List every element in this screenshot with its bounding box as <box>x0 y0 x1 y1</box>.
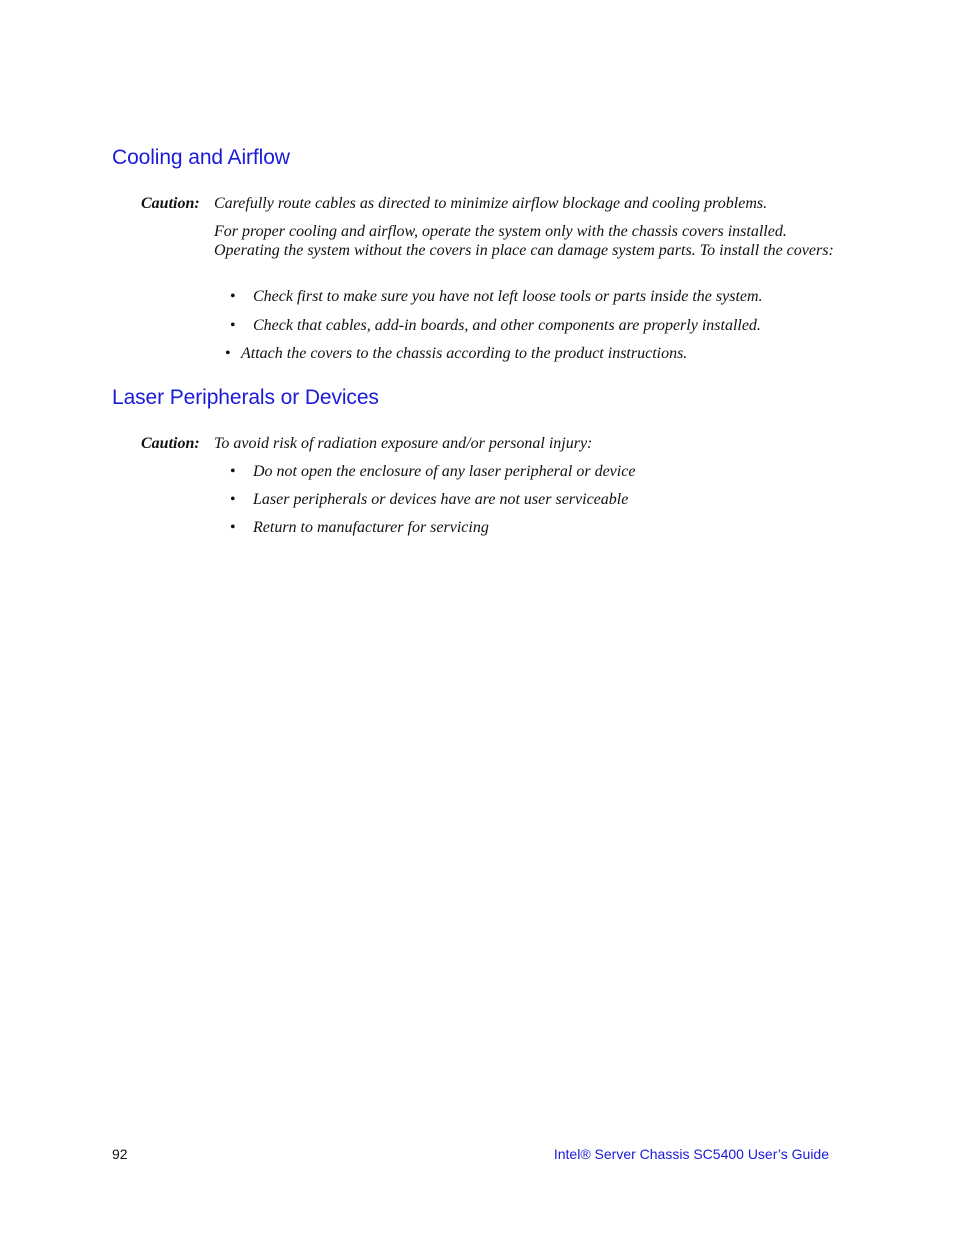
section-heading-laser: Laser Peripherals or Devices <box>112 386 379 409</box>
bullet-icon: • <box>230 491 236 508</box>
caution-label: Caution: <box>141 195 200 212</box>
caution-label: Caution: <box>141 435 200 452</box>
bullet-icon: • <box>230 288 236 305</box>
section-heading-cooling: Cooling and Airflow <box>112 146 290 169</box>
list-item-text: Return to manufacturer for servicing <box>253 519 489 536</box>
bullet-icon: • <box>230 317 236 334</box>
list-item-text: Attach the covers to the chassis according to the product instructions. <box>241 345 688 362</box>
cover-instructions-paragraph: For proper cooling and airflow, operate the system only with the chassis covers installed. Operating the system without the covers in place can damage system parts. To install the covers: <box>214 223 834 259</box>
caution-text: To avoid risk of radiation exposure and/or personal injury: <box>214 435 593 452</box>
bullet-icon: • <box>225 345 231 362</box>
list-item-text: Check first to make sure you have not left loose tools or parts inside the system. <box>253 288 763 305</box>
footer-guide-title: Intel® Server Chassis SC5400 User’s Guide <box>553 1146 829 1162</box>
list-item-text: Do not open the enclosure of any laser peripheral or device <box>253 463 636 480</box>
bullet-icon: • <box>230 519 236 536</box>
page-number: 92 <box>112 1146 128 1162</box>
bullet-icon: • <box>230 463 236 480</box>
list-item-text: Laser peripherals or devices have are not user serviceable <box>253 491 629 508</box>
list-item-text: Check that cables, add-in boards, and other components are properly installed. <box>253 317 761 334</box>
caution-text: Carefully route cables as directed to minimize airflow blockage and cooling problems. <box>214 195 768 212</box>
